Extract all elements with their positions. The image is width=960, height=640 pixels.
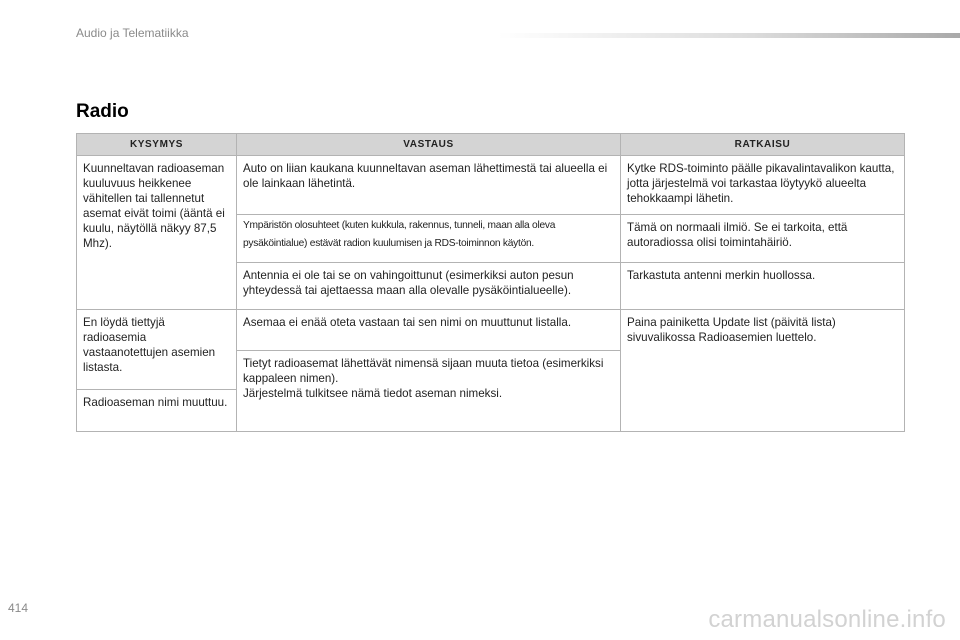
answer-cell: Tietyt radioasemat lähettävät nimensä sijaan muuta tietoa (esimerkiksi kappaleen nimen). Järjestelmä tulkitsee nämä tiedot aseman nimeksi. (237, 351, 621, 432)
table-row (77, 156, 905, 215)
header-rule (498, 33, 960, 38)
answer-cell: Ympäristön olosuhteet (kuten kukkula, rakennus, tunneli, maan alla oleva pysäköintialue) estävät radion kuulumisen ja RDS-toiminnon käytön. (237, 215, 621, 263)
column-header-question: KYSYMYS (77, 134, 237, 156)
solution-cell: Tämä on normaali ilmiö. Se ei tarkoita, että autoradiossa olisi toimintahäiriö. (621, 215, 905, 263)
page-number: 414 (8, 601, 29, 615)
question-cell: Radioaseman nimi muuttuu. (77, 390, 237, 432)
solution-cell: Tarkastuta antenni merkin huollossa. (621, 263, 905, 310)
solution-cell: Paina painiketta Update list (päivitä lista) sivuvalikossa Radioasemien luettelo. (621, 310, 905, 432)
answer-cell: Antennia ei ole tai se on vahingoittunut (esimerkiksi auton pesun yhteydessä tai ajettaessa maan alla olevalle pysäköintialueelle). (237, 263, 621, 310)
table-header-row (77, 134, 905, 156)
solution-cell: Kytke RDS-toiminto päälle pikavalintavalikon kautta, jotta järjestelmä voi tarkastaa löytyykö alueelta tehokkaampi lähetin. (621, 156, 905, 215)
table-row (77, 310, 905, 351)
answer-cell: Auto on liian kaukana kuunneltavan aseman lähettimestä tai alueella ei ole lainkaan lähetintä. (237, 156, 621, 215)
column-header-answer: VASTAUS (237, 134, 621, 156)
watermark: carmanualsonline.info (708, 606, 946, 633)
question-cell: En löydä tiettyjä radioasemia vastaanotettujen asemien listasta. (77, 310, 237, 390)
column-header-solution: RATKAISU (621, 134, 905, 156)
faq-table (76, 133, 905, 432)
chapter-title: Audio ja Telematiikka (76, 26, 189, 40)
section-title: Radio (76, 101, 129, 122)
question-cell: Kuunneltavan radioaseman kuuluvuus heikkenee vähitellen tai tallennetut asemat eivät toimi (ääntä ei kuulu, näytöllä näkyy 87,5 Mhz). (77, 156, 237, 310)
answer-cell: Asemaa ei enää oteta vastaan tai sen nimi on muuttunut listalla. (237, 310, 621, 351)
